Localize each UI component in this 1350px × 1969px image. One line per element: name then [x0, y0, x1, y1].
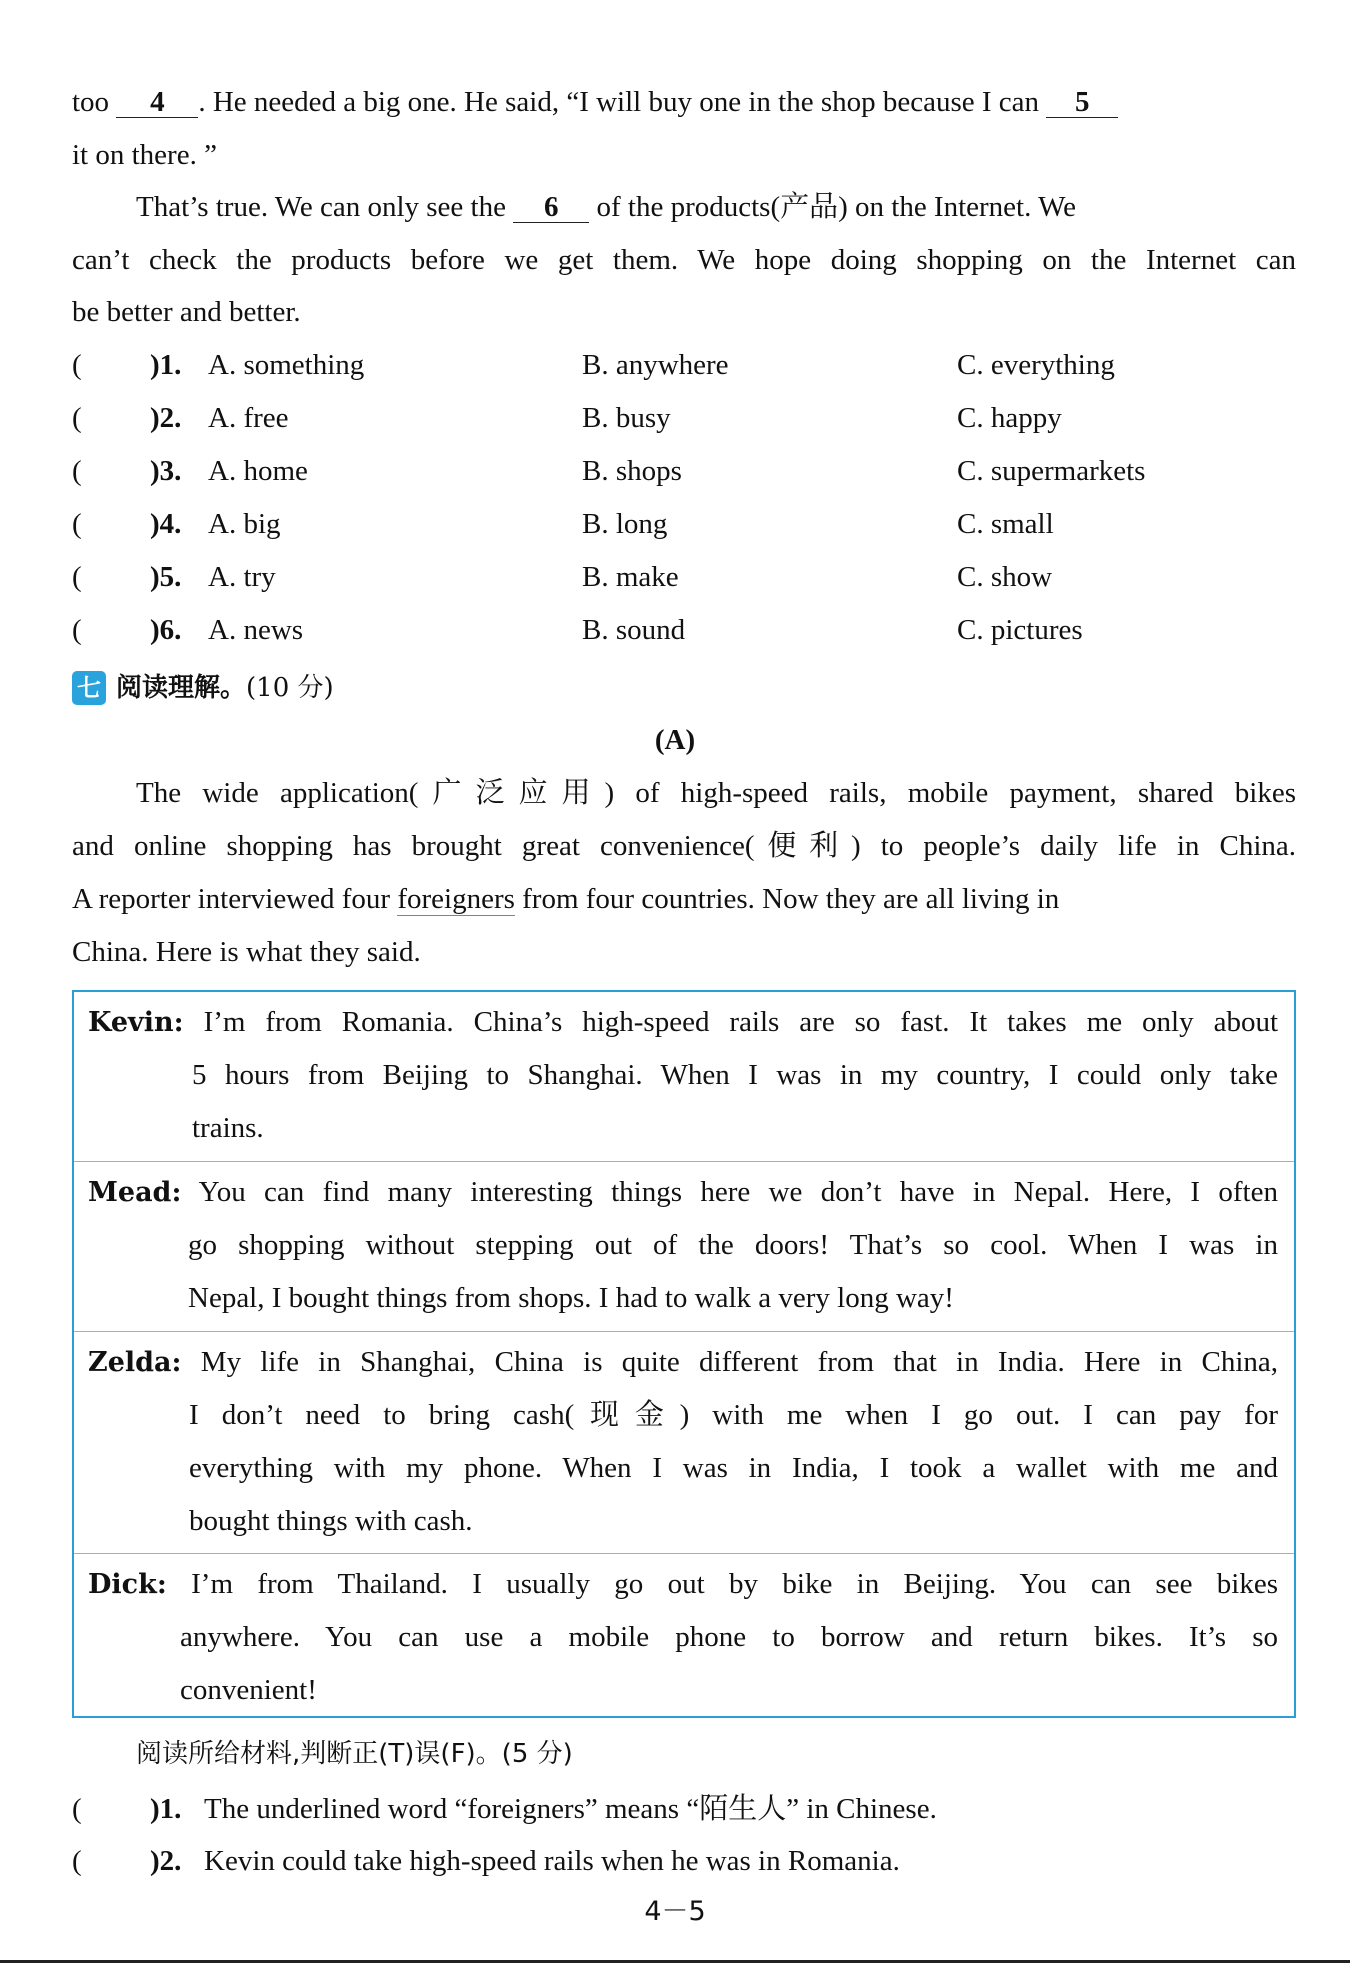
question-number: )1. [150, 349, 182, 381]
question-number: )1. [150, 1793, 182, 1825]
cloze-line-2: it on there. ” [72, 139, 217, 171]
interview-line: 5 hours from Beijing to Shanghai. When I was in my country, I could only take [192, 1059, 1278, 1091]
question-text: Kevin could take high-speed rails when he was in Romania. [204, 1845, 900, 1877]
interview-kevin [74, 992, 1294, 1162]
cloze-line-3 [136, 187, 1296, 227]
interview-line: Zelda: My life in Shanghai, China is quite different from that in India. Here in China, [88, 1346, 1279, 1378]
option-row-1 [72, 345, 1296, 385]
option-row-3 [72, 451, 1296, 491]
option-a: A. news [208, 614, 304, 646]
underlined-word: foreigners [397, 883, 515, 915]
cloze-text: . He needed a big one. He said, “I will buy one in the shop because I can [198, 86, 1047, 118]
option-row-2 [72, 398, 1296, 438]
blank-4: 4 [116, 87, 198, 118]
intro-line-2: and online shopping has brought great convenience(便利) to people’s daily life in China. [72, 830, 1296, 862]
cloze-line-1 [72, 82, 1296, 122]
option-c: C. everything [957, 349, 1115, 381]
option-row-5 [72, 557, 1296, 597]
interview-dick [74, 1554, 1294, 1716]
option-b: B. busy [582, 402, 671, 434]
question-number: )2. [150, 1845, 182, 1877]
option-a: A. free [208, 402, 289, 434]
cloze-line-4: can’t check the products before we get them. We hope doing shopping on the Internet can [72, 244, 1296, 276]
answer-paren[interactable]: ( [72, 1845, 82, 1877]
option-a: A. try [208, 561, 276, 593]
question-number: )4. [150, 508, 182, 540]
option-b: B. long [582, 508, 668, 540]
blank-5: 5 [1046, 87, 1118, 118]
question-number: )3. [150, 455, 182, 487]
question-number: )5. [150, 561, 182, 593]
intro-line-4: China. Here is what they said. [72, 936, 421, 968]
cloze-text: That’s true. We can only see the [136, 191, 514, 223]
option-a: A. something [208, 349, 365, 381]
page-number: 4－5 [644, 1896, 706, 1927]
interview-line: go shopping without stepping out of the doors! That’s so cool. When I was in [188, 1229, 1278, 1261]
interview-box [72, 990, 1296, 1718]
option-row-6 [72, 610, 1296, 650]
interview-zelda [74, 1332, 1294, 1554]
intro-line-3 [72, 879, 1296, 919]
option-c: C. small [957, 508, 1054, 540]
option-b: B. sound [582, 614, 686, 646]
answer-paren[interactable]: ( [72, 1793, 82, 1825]
section-score: (10 分) [246, 673, 334, 703]
option-c: C. supermarkets [957, 455, 1146, 487]
intro-text: A reporter interviewed four [72, 883, 398, 915]
cloze-line-5: be better and better. [72, 296, 301, 328]
interview-line: everything with my phone. When I was in India, I took a wallet with me and [189, 1452, 1278, 1484]
answer-paren[interactable]: ( [72, 402, 82, 434]
blank-6: 6 [513, 192, 589, 223]
cloze-text: of the products(产品) on the Internet. We [589, 191, 1077, 223]
section-title: 阅读理解。 [116, 673, 247, 703]
speaker-name: Kevin: [88, 1007, 184, 1038]
bottom-rule [0, 1960, 1350, 1963]
interview-line: Kevin: I’m from Romania. China’s high-speed rails are so fast. It takes me only about [88, 1006, 1278, 1038]
interview-line: Nepal, I bought things from shops. I had to walk a very long way! [188, 1282, 954, 1314]
interview-line: trains. [192, 1112, 264, 1144]
interview-line: bought things with cash. [189, 1505, 473, 1537]
option-c: C. pictures [957, 614, 1083, 646]
question-number: )6. [150, 614, 182, 646]
cloze-text: too [72, 86, 117, 118]
option-row-4 [72, 504, 1296, 544]
intro-line-1: The wide application(广泛应用) of high-speed rails, mobile payment, shared bikes [136, 777, 1296, 809]
speaker-name: Mead: [88, 1177, 182, 1208]
answer-paren[interactable]: ( [72, 455, 82, 487]
interview-line: anywhere. You can use a mobile phone to borrow and return bikes. It’s so [180, 1621, 1278, 1653]
answer-paren[interactable]: ( [72, 614, 82, 646]
option-c: C. show [957, 561, 1053, 593]
interview-mead [74, 1162, 1294, 1332]
option-b: B. anywhere [582, 349, 729, 381]
option-a: A. big [208, 508, 281, 540]
section-badge: 七 [72, 671, 106, 705]
interview-line: I don’t need to bring cash(现金) with me when I go out. I can pay for [189, 1399, 1278, 1431]
intro-text: from four countries. Now they are all living in [514, 883, 1060, 915]
interview-line: Dick: I’m from Thailand. I usually go out by bike in Beijing. You can see bikes [88, 1568, 1278, 1600]
answer-paren[interactable]: ( [72, 508, 82, 540]
option-c: C. happy [957, 402, 1062, 434]
question-text: The underlined word “foreigners” means “陌生人” in Chinese. [204, 1793, 937, 1825]
option-a: A. home [208, 455, 308, 487]
interview-line: convenient! [180, 1674, 317, 1706]
option-b: B. make [582, 561, 679, 593]
answer-paren[interactable]: ( [72, 349, 82, 381]
section-heading [72, 666, 334, 706]
answer-paren[interactable]: ( [72, 561, 82, 593]
speaker-name: Dick: [88, 1569, 167, 1600]
passage-label: (A) [654, 724, 696, 756]
interview-line: Mead: You can find many interesting things here we don’t have in Nepal. Here, I often [88, 1176, 1278, 1208]
question-number: )2. [150, 402, 182, 434]
judge-instruction: 阅读所给材料,判断正(T)误(F)。(5 分) [136, 1739, 573, 1769]
speaker-name: Zelda: [88, 1347, 182, 1378]
option-b: B. shops [582, 455, 682, 487]
